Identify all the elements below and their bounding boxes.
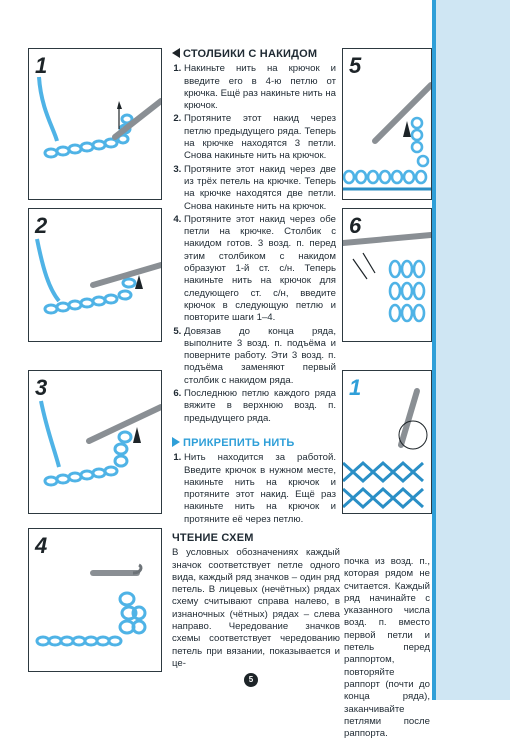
list-item: 5. Довязав до конца ряда, выполните 3 возд. п. подъёма и поверните работу. Эти 3 возд. п. подъёма заменяют первый столбик с накидом ряда.: [184, 326, 336, 387]
section-double-crochet: [172, 48, 336, 426]
section-reading-charts: [172, 532, 340, 670]
body-text: В условных обозначениях каждый значок соответствует петле одного вида, каждый ряд значков – один ряд петель. В лицевых (нечётных) рядах схему считывают справа налево, в изнаночных (чётных) рядах – слева направо. Чередование значков схемы соответствует чередованию петель при вязании, показывается и це-: [172, 547, 340, 669]
section-title: ЧТЕНИЕ СХЕМ: [172, 532, 254, 544]
panel-number: 1: [349, 375, 362, 400]
list-item: 4. Протяните этот накид через обе петли на крючке. Столбик с накидом готов. 3 возд. п. перед этим столбиком с накидом образуют 1-й ст. с/н. Теперь накиньте нить на крючок для следующего ст. с/н, введите крючок в следующую петлю и повторите шаги 1–4.: [184, 214, 336, 325]
side-stripe: [432, 0, 510, 700]
illustration-panel-3: [28, 370, 162, 514]
illustration-panel-6: [342, 208, 432, 342]
list-item: 1. Нить находится за работой. Введите крючок в нужном месте, накиньте нить на крючок и протяните этот накид. Ещё раз накиньте нить на крючок и протяните её через петлю.: [184, 452, 336, 526]
panel-number: 5: [349, 53, 362, 78]
crochet-step-illustration: [29, 529, 161, 671]
section-title: СТОЛБИКИ С НАКИДОМ: [172, 48, 336, 60]
page-number: 5: [244, 673, 258, 687]
crochet-step-illustration: [29, 49, 161, 199]
crochet-step-illustration: [29, 371, 161, 513]
crochet-step-illustration: [29, 209, 161, 341]
illustration-panel-4: [28, 528, 162, 672]
list-item: 2. Протяните этот накид через петлю предыдущего ряда. Теперь на крючке находятся 3 петли. Снова накиньте нить на крючок.: [184, 113, 336, 162]
panel-number: 2: [35, 213, 48, 238]
illustration-panel-7: [342, 370, 432, 514]
arrow-left-icon: [172, 48, 180, 58]
section-reading-charts-continued: [344, 556, 430, 740]
illustration-panel-1: [28, 48, 162, 200]
list-item: 3. Протяните этот накид через две из трёх петель на крючке. Теперь на крючке находятся две петли. Снова накиньте нить на крючок.: [184, 164, 336, 213]
crochet-step-illustration: [343, 371, 431, 513]
arrow-right-icon: [172, 437, 180, 447]
body-text: почка из возд. п., которая рядом не считается. Каждый ряд начинайте с указанного числа возд. п. вместо первой петли и петель перед раппортом, повторяйте раппорт (почти до конца ряда), заканчивайте петлями после раппорта.: [344, 556, 430, 740]
steps-list: [172, 63, 336, 425]
side-stripe-edge: [432, 0, 436, 700]
crochet-step-illustration: [343, 49, 431, 199]
list-item: 6. Последнюю петлю каждого ряда вяжите в верхнюю возд. п. предыдущего ряда.: [184, 388, 336, 425]
panel-number: 1: [35, 53, 48, 78]
panel-number: 4: [35, 533, 48, 558]
section-attach-yarn: [172, 437, 336, 527]
panel-number: 3: [35, 375, 48, 400]
section-title: ПРИКРЕПИТЬ НИТЬ: [172, 437, 336, 449]
illustration-panel-2: [28, 208, 162, 342]
crochet-step-illustration: [343, 209, 431, 341]
steps-list: [172, 452, 336, 526]
list-item: 1. Накиньте нить на крючок и введите его в 4-ю петлю от крючка. Ещё раз накиньте нить на крючок.: [184, 63, 336, 112]
panel-number: 6: [349, 213, 362, 238]
illustration-panel-5: [342, 48, 432, 200]
